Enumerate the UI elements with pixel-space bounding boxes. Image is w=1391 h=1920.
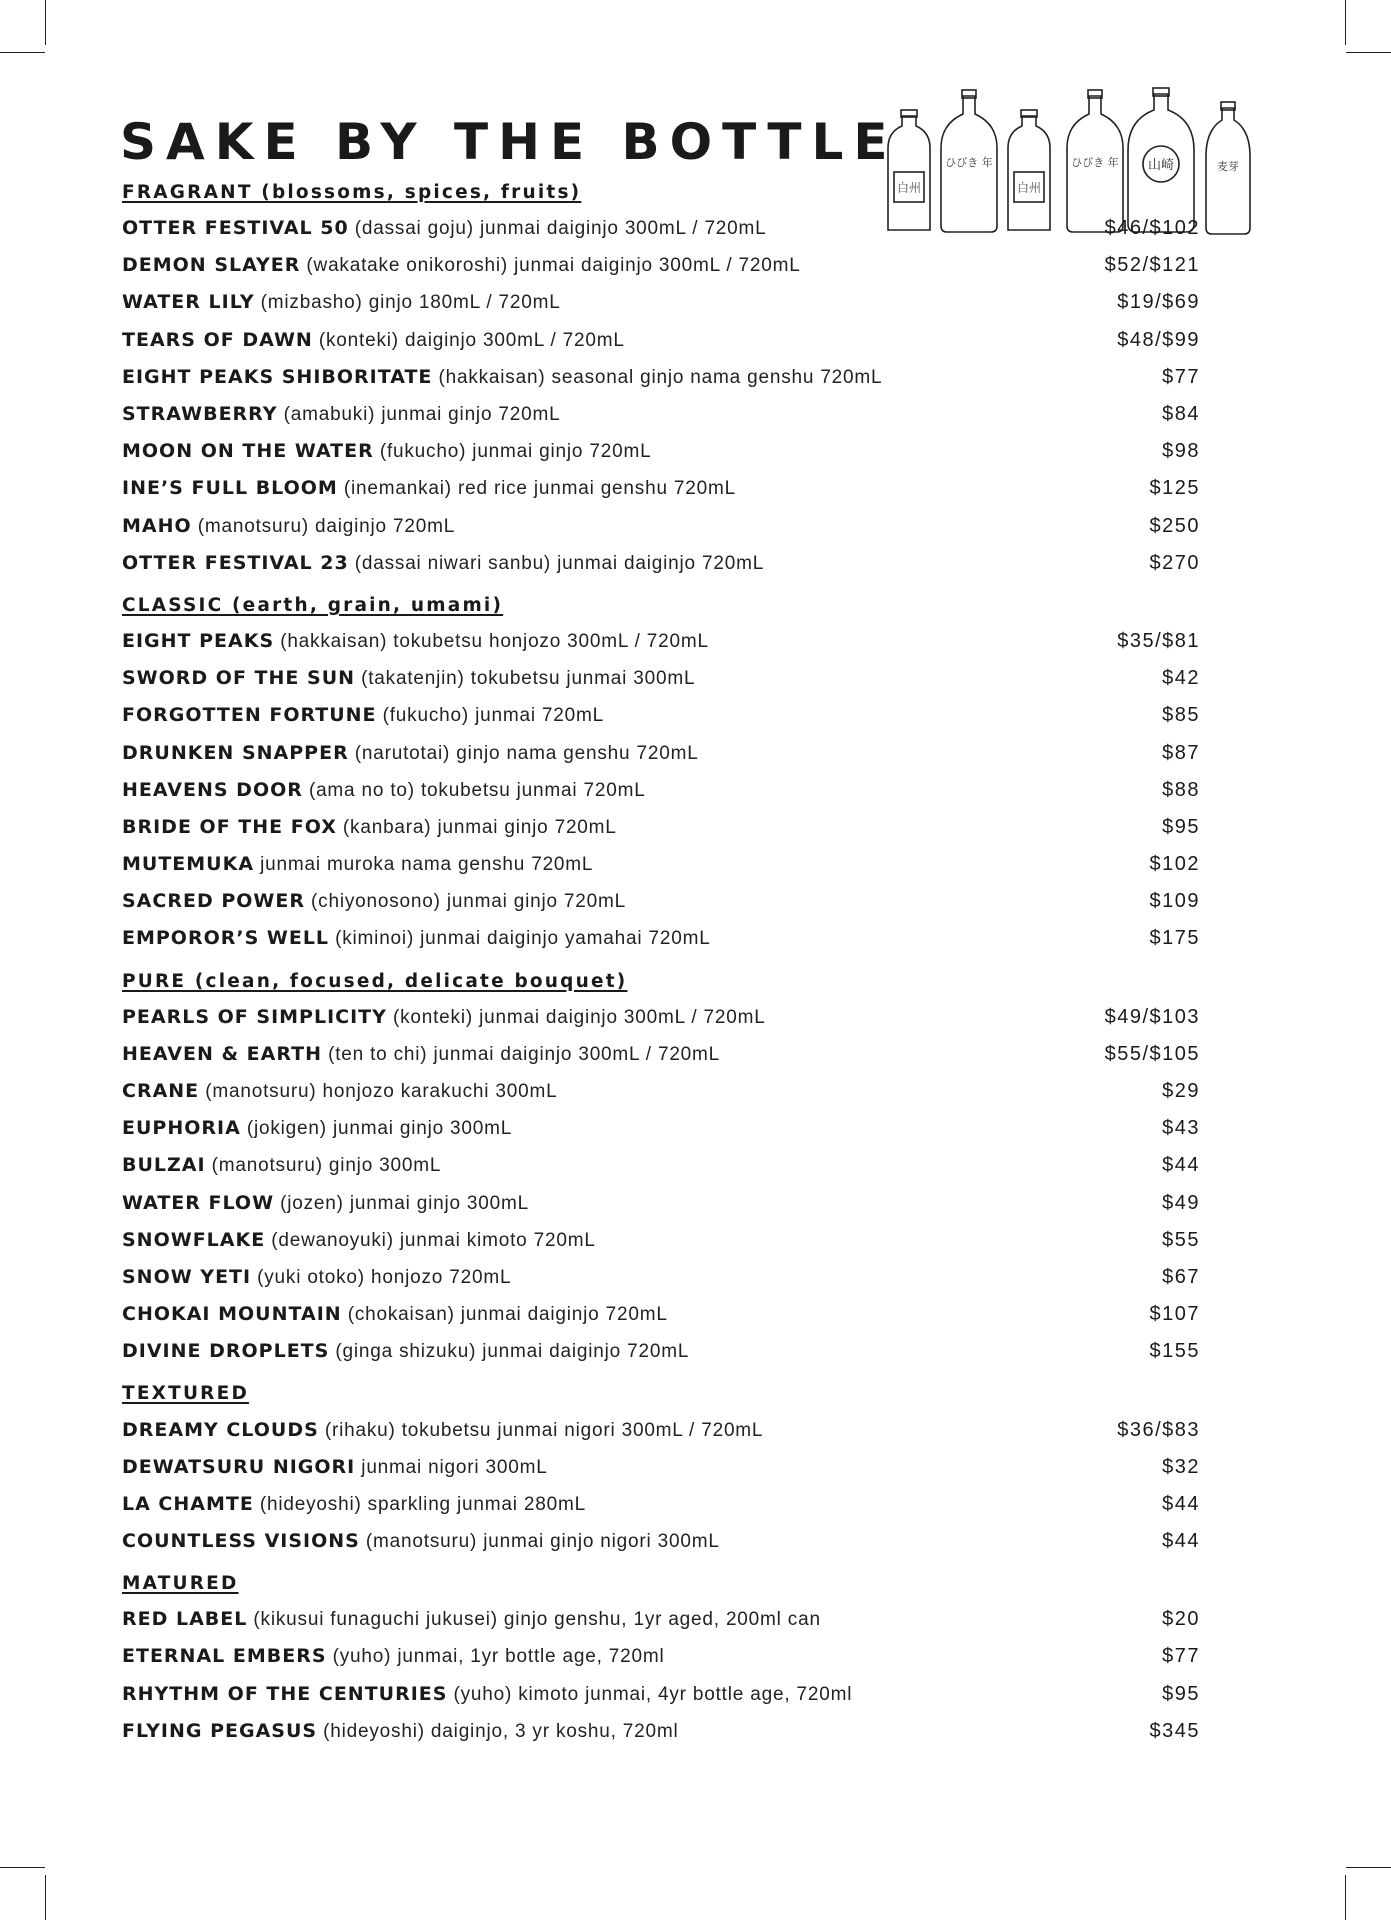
sake-price: $36/$83 bbox=[1117, 1418, 1200, 1441]
sake-name: DREAMY CLOUDS bbox=[122, 1418, 319, 1441]
menu-item-text bbox=[122, 1493, 586, 1516]
sake-description: (fukucho) junmai 720mL bbox=[382, 705, 605, 727]
sake-price: $102 bbox=[1149, 853, 1200, 876]
sake-price: $98 bbox=[1162, 440, 1200, 463]
menu-item bbox=[122, 846, 1200, 883]
menu-item-text bbox=[122, 291, 561, 314]
sake-description: (mizbasho) ginjo 180mL / 720mL bbox=[260, 292, 561, 314]
menu-item bbox=[122, 734, 1200, 771]
menu-item-text bbox=[122, 329, 625, 352]
section-heading-text: TEXTURED bbox=[122, 1383, 250, 1405]
sake-name: MUTEMUKA bbox=[122, 853, 255, 876]
sake-name: FLYING PEGASUS bbox=[122, 1719, 318, 1742]
menu-item bbox=[122, 697, 1200, 734]
menu-item-text bbox=[122, 477, 736, 500]
sake-name: CRANE bbox=[122, 1080, 200, 1103]
sake-price: $29 bbox=[1162, 1080, 1200, 1103]
menu-item-text bbox=[122, 742, 699, 765]
sake-description: (hideyoshi) daiginjo, 3 yr koshu, 720ml bbox=[323, 1720, 679, 1742]
crop-mark bbox=[0, 1867, 45, 1868]
menu-item bbox=[122, 1601, 1200, 1638]
sake-description: (chiyonosono) junmai ginjo 720mL bbox=[311, 891, 627, 913]
sake-name: SNOW YETI bbox=[122, 1265, 252, 1288]
menu-item bbox=[122, 1036, 1200, 1073]
menu-item bbox=[122, 1333, 1200, 1370]
sake-price: $52/$121 bbox=[1104, 254, 1200, 277]
sake-name: DRUNKEN SNAPPER bbox=[122, 741, 349, 764]
menu-item bbox=[122, 1185, 1200, 1222]
sake-price: $35/$81 bbox=[1117, 629, 1200, 652]
sake-name: OTTER FESTIVAL 23 bbox=[122, 551, 349, 574]
sake-price: $55/$105 bbox=[1104, 1042, 1200, 1065]
menu-item-text bbox=[122, 853, 593, 876]
menu-item bbox=[122, 772, 1200, 809]
sake-description: (chokaisan) junmai daiginjo 720mL bbox=[347, 1304, 668, 1326]
sake-name: HEAVEN & EARTH bbox=[122, 1042, 323, 1065]
sake-name: DEWATSURU NIGORI bbox=[122, 1455, 356, 1478]
section-heading bbox=[122, 1377, 1200, 1411]
sake-description: (ama no to) tokubetsu junmai 720mL bbox=[308, 779, 646, 801]
sake-name: EMPOROR’S WELL bbox=[122, 927, 330, 950]
crop-mark bbox=[45, 1875, 46, 1920]
sake-price: $67 bbox=[1162, 1265, 1200, 1288]
bottle-icon bbox=[1206, 102, 1250, 234]
sake-price: $155 bbox=[1149, 1340, 1200, 1363]
menu-item bbox=[122, 1147, 1200, 1184]
menu-item-text bbox=[122, 779, 646, 802]
menu-item bbox=[122, 1523, 1200, 1560]
sake-description: (takatenjin) tokubetsu junmai 300mL bbox=[361, 668, 696, 690]
sake-name: ETERNAL EMBERS bbox=[122, 1645, 327, 1668]
bottle-label: 白州 bbox=[896, 181, 922, 195]
sake-price: $87 bbox=[1162, 741, 1200, 764]
menu-item-text bbox=[122, 704, 604, 727]
menu-item-text bbox=[122, 515, 455, 538]
sake-name: WATER FLOW bbox=[122, 1191, 275, 1214]
section-heading-text: MATURED bbox=[122, 1573, 239, 1595]
menu-item-text bbox=[122, 1530, 720, 1553]
sake-price: $20 bbox=[1162, 1608, 1200, 1631]
sake-name: CHOKAI MOUNTAIN bbox=[122, 1303, 342, 1326]
sake-name: EIGHT PEAKS bbox=[122, 629, 275, 652]
crop-mark bbox=[45, 0, 46, 45]
sake-name: BULZAI bbox=[122, 1154, 206, 1177]
sake-name: SWORD OF THE SUN bbox=[122, 667, 356, 690]
menu-item bbox=[122, 470, 1200, 507]
menu-item bbox=[122, 1296, 1200, 1333]
sake-price: $46/$102 bbox=[1104, 217, 1200, 240]
sake-description: (hakkaisan) seasonal ginjo nama genshu 720mL bbox=[438, 366, 883, 388]
sake-description: (kanbara) junmai ginjo 720mL bbox=[342, 816, 617, 838]
sake-price: $32 bbox=[1162, 1455, 1200, 1478]
sake-menu bbox=[122, 176, 1200, 1750]
sake-price: $95 bbox=[1162, 815, 1200, 838]
sake-description: (kikusui funaguchi jukusei) ginjo genshu, 1yr aged, 200ml can bbox=[253, 1609, 821, 1631]
sake-name: DEMON SLAYER bbox=[122, 254, 301, 277]
crop-mark bbox=[1345, 0, 1346, 45]
section-heading bbox=[122, 965, 1200, 999]
sake-price: $85 bbox=[1162, 704, 1200, 727]
sake-name: SACRED POWER bbox=[122, 890, 305, 913]
sake-price: $55 bbox=[1162, 1228, 1200, 1251]
menu-item-text bbox=[122, 1117, 512, 1140]
menu-item bbox=[122, 508, 1200, 545]
bottle-label: ひびき 年 bbox=[1071, 156, 1119, 169]
sake-name: EUPHORIA bbox=[122, 1117, 241, 1140]
sake-price: $43 bbox=[1162, 1117, 1200, 1140]
menu-item-text bbox=[122, 1154, 441, 1177]
sake-description: (wakatake onikoroshi) junmai daiginjo 300mL / 720mL bbox=[306, 255, 801, 277]
menu-item-text bbox=[122, 1683, 852, 1706]
sake-name: COUNTLESS VISIONS bbox=[122, 1530, 360, 1553]
sake-description: (kiminoi) junmai daiginjo yamahai 720mL bbox=[335, 928, 711, 950]
sake-name: BRIDE OF THE FOX bbox=[122, 815, 337, 838]
sake-price: $19/$69 bbox=[1117, 291, 1200, 314]
sake-description: junmai nigori 300mL bbox=[361, 1456, 548, 1478]
sake-description: (yuho) junmai, 1yr bottle age, 720ml bbox=[332, 1646, 665, 1668]
section-heading-text: FRAGRANT (blossoms, spices, fruits) bbox=[122, 182, 582, 203]
sake-name: STRAWBERRY bbox=[122, 403, 278, 426]
menu-item-text bbox=[122, 1192, 529, 1215]
menu-item bbox=[122, 210, 1200, 247]
sake-name: MOON ON THE WATER bbox=[122, 440, 374, 463]
sake-description: (rihaku) tokubetsu junmai nigori 300mL / 720mL bbox=[324, 1419, 764, 1441]
menu-item-text bbox=[122, 1266, 511, 1289]
sake-description: (hideyoshi) sparkling junmai 280mL bbox=[259, 1493, 586, 1515]
sake-price: $77 bbox=[1162, 365, 1200, 388]
menu-item bbox=[122, 809, 1200, 846]
sake-description: (narutotai) ginjo nama genshu 720mL bbox=[354, 742, 699, 764]
sake-price: $49/$103 bbox=[1104, 1005, 1200, 1028]
sake-description: (hakkaisan) tokubetsu honjozo 300mL / 720mL bbox=[280, 630, 709, 652]
menu-item bbox=[122, 660, 1200, 697]
sake-price: $48/$99 bbox=[1117, 328, 1200, 351]
menu-item-text bbox=[122, 1080, 557, 1103]
menu-item bbox=[122, 433, 1200, 470]
sake-name: HEAVENS DOOR bbox=[122, 778, 303, 801]
menu-item bbox=[122, 322, 1200, 359]
sake-description: (manotsuru) honjozo karakuchi 300mL bbox=[205, 1081, 558, 1103]
menu-item bbox=[122, 1222, 1200, 1259]
menu-item bbox=[122, 623, 1200, 660]
menu-item-text bbox=[122, 1043, 720, 1066]
menu-item bbox=[122, 545, 1200, 582]
crop-mark bbox=[1346, 1867, 1391, 1868]
sake-name: FORGOTTEN FORTUNE bbox=[122, 704, 377, 727]
sake-description: (dassai niwari sanbu) junmai daiginjo 720mL bbox=[354, 552, 765, 574]
sake-description: (fukucho) junmai ginjo 720mL bbox=[379, 441, 652, 463]
sake-name: LA CHAMTE bbox=[122, 1492, 254, 1515]
menu-item-text bbox=[122, 1229, 596, 1252]
sake-name: INE’S FULL BLOOM bbox=[122, 477, 338, 500]
section-heading bbox=[122, 176, 1200, 210]
sake-name: EIGHT PEAKS SHIBORITATE bbox=[122, 365, 433, 388]
menu-item-text bbox=[122, 1645, 665, 1668]
menu-item bbox=[122, 396, 1200, 433]
menu-item-text bbox=[122, 667, 695, 690]
sake-name: PEARLS OF SIMPLICITY bbox=[122, 1005, 387, 1028]
sake-description: junmai muroka nama genshu 720mL bbox=[260, 854, 594, 876]
bottle-label: 白州 bbox=[1016, 181, 1042, 195]
sake-description: (manotsuru) junmai ginjo nigori 300mL bbox=[365, 1531, 720, 1553]
section-heading bbox=[122, 589, 1200, 623]
menu-item-text bbox=[122, 890, 626, 913]
page-title: SAKE BY THE BOTTLE bbox=[120, 113, 898, 171]
menu-item bbox=[122, 920, 1200, 957]
sake-price: $107 bbox=[1149, 1303, 1200, 1326]
menu-item bbox=[122, 1676, 1200, 1713]
menu-item-text bbox=[122, 254, 801, 277]
menu-item bbox=[122, 359, 1200, 396]
menu-item-text bbox=[122, 1608, 821, 1631]
sake-price: $44 bbox=[1162, 1154, 1200, 1177]
sake-name: DIVINE DROPLETS bbox=[122, 1340, 330, 1363]
sake-description: (ten to chi) junmai daiginjo 300mL / 720mL bbox=[328, 1043, 721, 1065]
sake-name: WATER LILY bbox=[122, 291, 255, 314]
sake-price: $84 bbox=[1162, 403, 1200, 426]
sake-description: (jokigen) junmai ginjo 300mL bbox=[246, 1118, 513, 1140]
menu-item-text bbox=[122, 552, 764, 575]
menu-item-text bbox=[122, 1456, 548, 1479]
sake-price: $125 bbox=[1149, 477, 1200, 500]
menu-item bbox=[122, 999, 1200, 1036]
menu-item-text bbox=[122, 1340, 689, 1363]
sake-price: $109 bbox=[1149, 890, 1200, 913]
sake-description: (manotsuru) ginjo 300mL bbox=[211, 1155, 442, 1177]
sake-name: MAHO bbox=[122, 514, 192, 537]
menu-item-text bbox=[122, 217, 767, 240]
menu-item-text bbox=[122, 1419, 763, 1442]
sake-price: $42 bbox=[1162, 667, 1200, 690]
menu-item bbox=[122, 1486, 1200, 1523]
sake-name: RHYTHM OF THE CENTURIES bbox=[122, 1682, 448, 1705]
section-heading bbox=[122, 1567, 1200, 1601]
sake-description: (dassai goju) junmai daiginjo 300mL / 720mL bbox=[354, 218, 767, 240]
menu-item-text bbox=[122, 1303, 668, 1326]
menu-item-text bbox=[122, 1006, 766, 1029]
sake-price: $250 bbox=[1149, 514, 1200, 537]
sake-name: TEARS OF DAWN bbox=[122, 328, 313, 351]
crop-mark bbox=[1345, 1875, 1346, 1920]
menu-item bbox=[122, 1411, 1200, 1448]
sake-price: $77 bbox=[1162, 1645, 1200, 1668]
menu-item bbox=[122, 1259, 1200, 1296]
sake-description: (konteki) junmai daiginjo 300mL / 720mL bbox=[392, 1006, 766, 1028]
menu-item-text bbox=[122, 403, 561, 426]
section-heading-text: PURE (clean, focused, delicate bouquet) bbox=[122, 970, 628, 992]
sake-price: $44 bbox=[1162, 1530, 1200, 1553]
sake-description: (yuki otoko) honjozo 720mL bbox=[257, 1266, 512, 1288]
sake-description: (amabuki) junmai ginjo 720mL bbox=[283, 404, 561, 426]
menu-item bbox=[122, 1449, 1200, 1486]
menu-item bbox=[122, 1110, 1200, 1147]
menu-item-text bbox=[122, 1720, 679, 1743]
menu-item bbox=[122, 1073, 1200, 1110]
crop-mark bbox=[0, 52, 45, 53]
sake-name: SNOWFLAKE bbox=[122, 1228, 266, 1251]
menu-item-text bbox=[122, 927, 711, 950]
menu-item bbox=[122, 1638, 1200, 1675]
sake-price: $345 bbox=[1149, 1719, 1200, 1742]
menu-item-text bbox=[122, 630, 709, 653]
sake-price: $44 bbox=[1162, 1492, 1200, 1515]
sake-name: RED LABEL bbox=[122, 1608, 248, 1631]
bottle-label: 麦芽 bbox=[1217, 160, 1239, 173]
sake-description: (dewanoyuki) junmai kimoto 720mL bbox=[271, 1229, 596, 1251]
sake-description: (jozen) junmai ginjo 300mL bbox=[280, 1192, 530, 1214]
sake-description: (konteki) daiginjo 300mL / 720mL bbox=[318, 329, 625, 351]
sake-description: (inemankai) red rice junmai genshu 720mL bbox=[343, 478, 737, 500]
sake-description: (yuho) kimoto junmai, 4yr bottle age, 720ml bbox=[453, 1683, 853, 1705]
bottle-label: 山崎 bbox=[1147, 158, 1175, 173]
sake-description: (ginga shizuku) junmai daiginjo 720mL bbox=[335, 1341, 690, 1363]
crop-mark bbox=[1346, 52, 1391, 53]
menu-item bbox=[122, 883, 1200, 920]
bottle-label: ひびき 年 bbox=[945, 156, 993, 169]
sake-price: $95 bbox=[1162, 1682, 1200, 1705]
sake-name: OTTER FESTIVAL 50 bbox=[122, 217, 349, 240]
menu-item bbox=[122, 1713, 1200, 1750]
menu-item bbox=[122, 284, 1200, 321]
sake-price: $175 bbox=[1149, 927, 1200, 950]
menu-item-text bbox=[122, 366, 882, 389]
menu-item bbox=[122, 247, 1200, 284]
sake-price: $49 bbox=[1162, 1191, 1200, 1214]
menu-item-text bbox=[122, 440, 651, 463]
sake-price: $270 bbox=[1149, 551, 1200, 574]
sake-price: $88 bbox=[1162, 778, 1200, 801]
section-heading-text: CLASSIC (earth, grain, umami) bbox=[122, 594, 504, 616]
menu-item-text bbox=[122, 816, 617, 839]
sake-description: (manotsuru) daiginjo 720mL bbox=[197, 515, 456, 537]
